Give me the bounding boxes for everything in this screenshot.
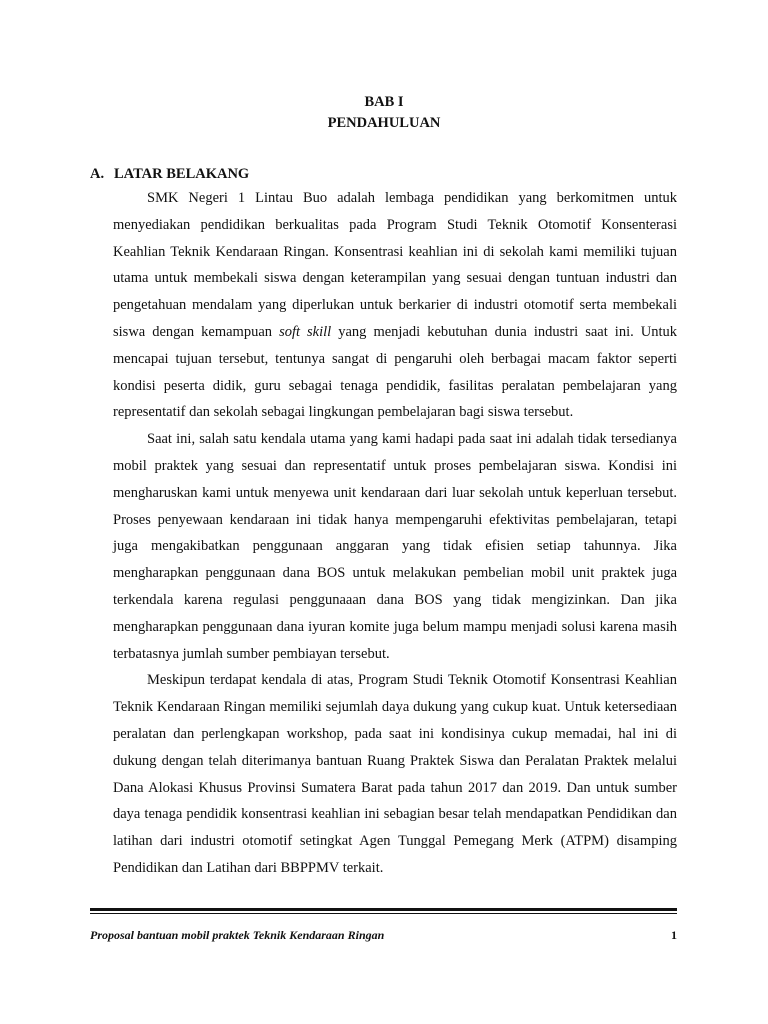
page-number: 1 (671, 928, 677, 942)
chapter-heading (0, 92, 768, 134)
footer-divider-thick (90, 908, 677, 911)
section-letter: A. (90, 166, 105, 182)
paragraph-1-end: yang menjadi kebutuhan dunia industri saat ini. Untuk mencapai tujuan tersebut, tentunya sangat di pengaruhi oleh berbagai macam faktor seperti kondisi peserta didik, guru sebagai tenaga pendidik, fasilitas peralatan pembelajaran yang representatif dan sekolah sebagai lingkungan pembelajaran bagi siswa tersebut. (113, 323, 677, 421)
chapter-number: BAB I (364, 94, 404, 110)
paragraph-1-start: SMK Negeri 1 Lintau Buo adalah lembaga pendidikan yang berkomitmen untuk menyediakan pendidikan berkualitas pada Program Studi Teknik Otomotif Konsenterasi Keahlian Teknik Kendaraan Ringan. Konsentrasi keahlian ini di sekolah kami memiliki tujuan utama untuk membekali siswa dengan keterampilan yang sesuai dengan tuntuan industri dan pengetahuan mendalam yang diperlukan untuk berkarier di industri otomotif serta membekali siswa dengan kemampuan (113, 190, 677, 340)
page-footer (90, 927, 677, 943)
section-title: LATAR BELAKANG (114, 166, 250, 182)
footer-text: Proposal bantuan mobil praktek Teknik Kendaraan Ringan (90, 928, 385, 942)
paragraph-1-italic-term: soft skill (279, 323, 332, 340)
chapter-title: PENDAHULUAN (327, 115, 441, 131)
paragraph-2: Saat ini, salah satu kendala utama yang kami hadapi pada saat ini adalah tidak tersedianya mobil praktek yang sesuai dan representatif untuk proses pembelajaran siswa. Kondisi ini mengharuskan kami untuk menyewa unit kendaraan dari luar sekolah untuk keperluan tersebut. Proses penyewaan kendaraan ini tidak hanya mempengaruhi efektivitas pembelajaran, tetapi juga mengakibatkan penggunaan anggaran yang tidak efisien setiap tahunnya. Jika mengharapkan penggunaan dana BOS untuk melakukan pembelian mobil unit praktek juga terkendala karena regulasi penggunaaan dana BOS yang tidak mengizinkan. Dan jika mengharapkan penggunaan dana iyuran komite juga belum mampu menjadi solusi karena masih terbatasnya jumlah sumber pembiayan tersebut. (113, 431, 677, 662)
paragraph-3: Meskipun terdapat kendala di atas, Program Studi Teknik Otomotif Konsentrasi Keahlian Teknik Kendaraan Ringan memiliki sejumlah daya dukung yang cukup kuat. Untuk ketersediaan peralatan dan perlengkapan workshop, pada saat ini kondisinya cukup memadai, hal ini di dukung dengan telah diterimanya bantuan Ruang Praktek Siswa dan Peralatan Praktek melalui Dana Alokasi Khusus Provinsi Sumatera Barat pada tahun 2017 dan 2019. Dan untuk sumber daya tenaga pendidik konsentrasi keahlian ini sebagian besar telah mendapatkan Pendidikan dan latihan dari industri otomotif setingkat Agen Tunggal Pemegang Merk (ATPM) disamping Pendidikan dan Latihan dari BBPPMV terkait. (113, 672, 677, 876)
footer-divider-thin (90, 913, 677, 914)
section-heading (90, 164, 249, 184)
body-text (113, 185, 677, 882)
paragraph-1 (113, 185, 677, 426)
